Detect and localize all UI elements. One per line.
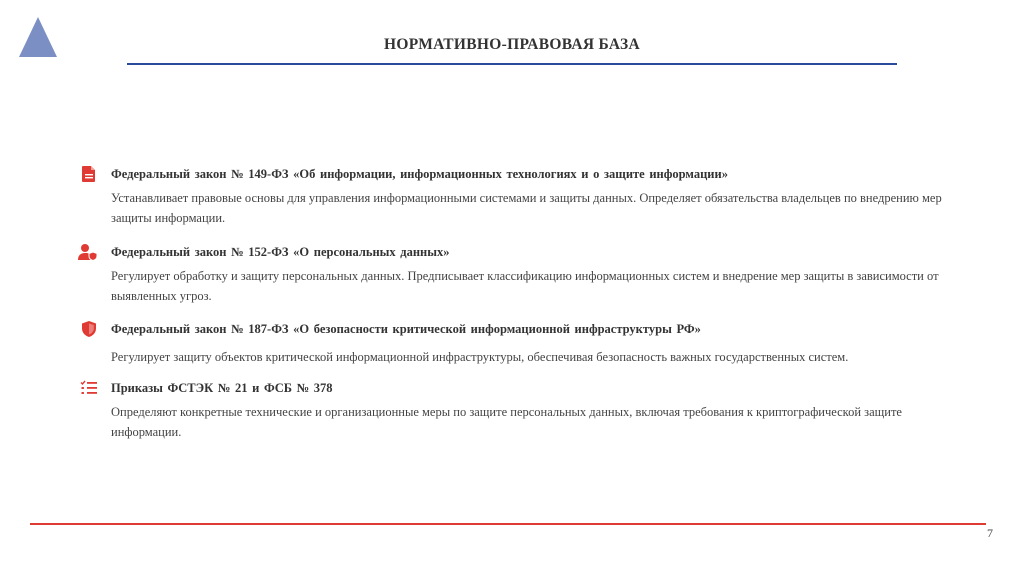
law-title: Федеральный закон № 149-ФЗ «Об информации, информационных технологиях и о защите информации» <box>111 167 728 181</box>
footer-divider <box>30 523 986 525</box>
law-description: Определяют конкретные технические и организационные меры по защите персональных данных, включая требования к криптографической защите информации. <box>111 405 902 439</box>
orders-item <box>111 379 961 442</box>
law-item-149 <box>111 165 961 228</box>
law-title: Федеральный закон № 187-ФЗ «О безопасности критической информационной инфраструктуры РФ» <box>111 322 701 336</box>
page-number: 7 <box>987 526 993 540</box>
law-item-152 <box>111 243 961 306</box>
page-title: НОРМАТИВНО-ПРАВОВАЯ БАЗА <box>384 36 640 53</box>
law-title: Приказы ФСТЭК № 21 и ФСБ № 378 <box>111 381 333 395</box>
checklist-icon <box>80 379 98 397</box>
law-title: Федеральный закон № 152-ФЗ «О персональных данных» <box>111 245 450 259</box>
document-icon <box>80 165 98 183</box>
title-divider <box>127 63 897 65</box>
law-item-187 <box>111 320 961 367</box>
law-description: Регулирует обработку и защиту персональных данных. Предписывает классификацию информационных систем и внедрение мер защиты в зависимости от выявленных угроз. <box>111 269 939 303</box>
law-description: Устанавливает правовые основы для управления информационными системами и защиты данных. Определяет обязательства владельцев по внедрению мер защиты информации. <box>111 191 942 225</box>
user-shield-icon <box>78 243 98 261</box>
shield-icon <box>80 320 98 338</box>
law-description: Регулирует защиту объектов критической информационной инфраструктуры, обеспечивая безопасность важных государственных систем. <box>111 350 849 364</box>
